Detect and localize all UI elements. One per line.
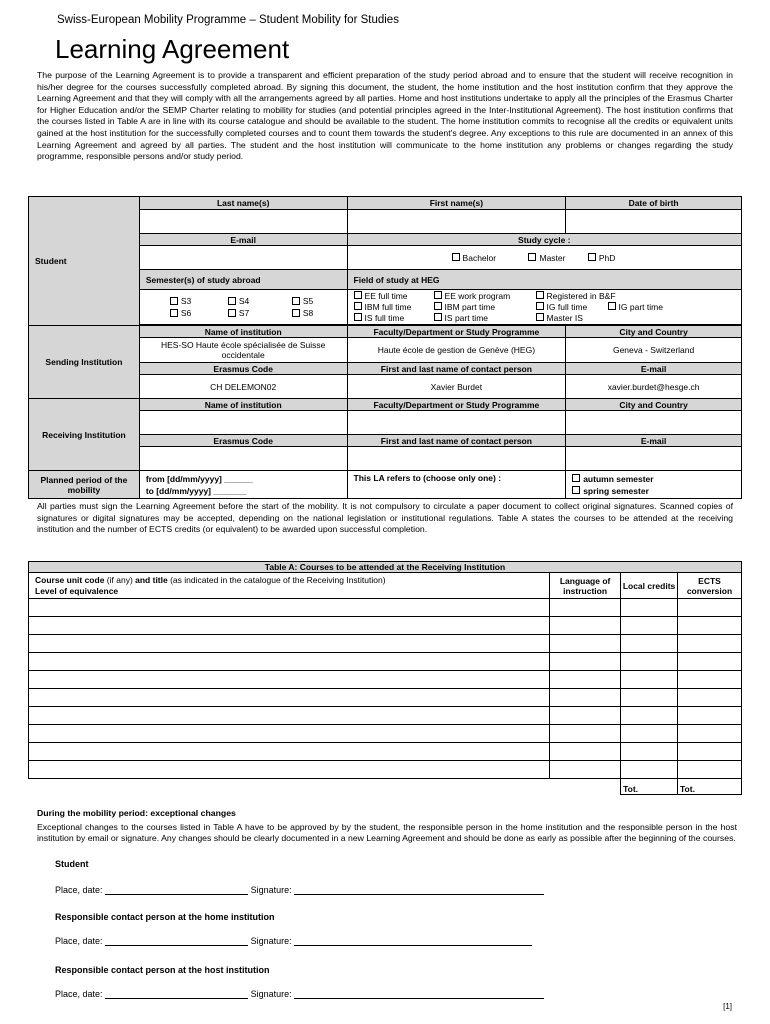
s5-checkbox[interactable] xyxy=(292,297,300,305)
autumn-checkbox[interactable] xyxy=(572,474,580,482)
sending-city-header: City and Country xyxy=(566,326,742,338)
phd-checkbox[interactable] xyxy=(588,253,596,261)
spring-checkbox[interactable] xyxy=(572,486,580,494)
master-is-checkbox[interactable] xyxy=(536,313,544,321)
page-number: [1] xyxy=(723,1002,732,1011)
receiving-faculty-header: Faculty/Department or Study Programme xyxy=(347,399,566,411)
sending-faculty: Haute école de gestion de Genève (HEG) xyxy=(347,338,566,363)
receiving-contact-header: First and last name of contact person xyxy=(347,435,566,447)
sending-email: xavier.burdet@hesge.ch xyxy=(566,375,742,399)
semester-header: Semester(s) of study abroad xyxy=(139,270,347,290)
ig-full-checkbox[interactable] xyxy=(536,302,544,310)
sending-label: Sending Institution xyxy=(29,326,140,399)
first-name-header: First name(s) xyxy=(347,197,566,210)
table-row[interactable] xyxy=(29,617,550,635)
credits-total: Tot. xyxy=(621,779,678,795)
receiving-erasmus-field[interactable] xyxy=(139,447,347,471)
ig-part-checkbox[interactable] xyxy=(608,302,616,310)
table-row[interactable] xyxy=(29,671,550,689)
table-row[interactable] xyxy=(29,725,550,743)
dob-header: Date of birth xyxy=(566,197,742,210)
field-options: EE full time EE work program Registered in B&F IBM full time IBM part time IG full time IG part time IS full time IS part time Master IS xyxy=(347,290,741,325)
ee-work-checkbox[interactable] xyxy=(434,291,442,299)
ibm-part-checkbox[interactable] xyxy=(434,302,442,310)
info-table xyxy=(28,196,742,499)
email-header: E-mail xyxy=(139,234,347,246)
study-cycle-header: Study cycle : xyxy=(347,234,741,246)
period-refers: This LA refers to (choose only one) : xyxy=(347,471,566,499)
sending-name-header: Name of institution xyxy=(139,326,347,338)
student-sig-label: Student xyxy=(55,859,89,869)
email-field[interactable] xyxy=(139,246,347,270)
sending-contact: Xavier Burdet xyxy=(347,375,566,399)
receiving-name-field[interactable] xyxy=(139,411,347,435)
s4-checkbox[interactable] xyxy=(228,297,236,305)
intro-paragraph: The purpose of the Learning Agreement is to provide a transparent and efficient preparation of the study period abroad and to ensure that the student will receive recognition in his/her degree for the courses successfully completed abroad. By signing this document, the student, the home institution and the host institution confirm that they approve the Learning Agreement and that they will comply with all the arrangements agreed by all parties. Home and host institutions undertake to apply all the principles of the Erasmus Charter for Higher Education and/or the SEMP Charter relating to mobility for studies (and potential principles agreed in the Inter-Institutional Agreement). The host institution confirms that the courses listed in Table A are in line with its course catalogue and should be available to the student. The home institution commits to recognise all the credits or equivalent units gained at the host institution for the successfully completed courses and to count them towards the student's degree. Any exceptions to this rule are documented in an annex of this Learning Agreement and agreed by all parties. The student and the host institution will communicate to the home institution any problems or changes regarding the study programme, responsible persons and/or study period. xyxy=(37,70,733,162)
s7-checkbox[interactable] xyxy=(228,309,236,317)
home-sig-label: Responsible contact person at the home institution xyxy=(55,912,275,922)
bf-checkbox[interactable] xyxy=(536,291,544,299)
changes-section xyxy=(37,808,737,845)
receiving-email-header: E-mail xyxy=(566,435,742,447)
sending-erasmus-header: Erasmus Code xyxy=(139,363,347,375)
last-name-field[interactable] xyxy=(139,210,347,234)
receiving-email-field[interactable] xyxy=(566,447,742,471)
sending-email-header: E-mail xyxy=(566,363,742,375)
sending-name: HES-SO Haute école spécialisée de Suisse occidentale xyxy=(139,338,347,363)
table-a xyxy=(28,561,742,795)
receiving-label: Receiving Institution xyxy=(29,399,140,471)
dob-field[interactable] xyxy=(566,210,742,234)
last-name-header: Last name(s) xyxy=(139,197,347,210)
receiving-name-header: Name of institution xyxy=(139,399,347,411)
s8-checkbox[interactable] xyxy=(292,309,300,317)
period-label: Planned period of the mobility xyxy=(29,471,140,499)
table-row[interactable] xyxy=(29,635,550,653)
receiving-erasmus-header: Erasmus Code xyxy=(139,435,347,447)
receiving-contact-field[interactable] xyxy=(347,447,566,471)
student-sig-row[interactable]: Place, date: Signature: xyxy=(55,885,544,895)
s6-checkbox[interactable] xyxy=(170,309,178,317)
programme-header: Swiss-European Mobility Programme – Student Mobility for Studies xyxy=(57,14,399,26)
course-header: Course unit code (if any) and title (as indicated in the catalogue of the Receiving Institution) Level of equivalence xyxy=(29,573,550,599)
study-cycle-options: Bachelor Master PhD xyxy=(347,246,741,270)
field-header: Field of study at HEG xyxy=(347,270,741,290)
sending-city: Geneva - Switzerland xyxy=(566,338,742,363)
semester-choice: autumn semester spring semester xyxy=(566,471,742,499)
host-sig-label: Responsible contact person at the host institution xyxy=(55,965,270,975)
table-a-title: Table A: Courses to be attended at the Receiving Institution xyxy=(29,562,742,573)
language-header: Language of instruction xyxy=(550,573,621,599)
master-checkbox[interactable] xyxy=(528,253,536,261)
sending-contact-header: First and last name of contact person xyxy=(347,363,566,375)
is-full-checkbox[interactable] xyxy=(354,313,362,321)
table-row[interactable] xyxy=(29,743,550,761)
host-sig-row[interactable]: Place, date: Signature: xyxy=(55,989,544,999)
s3-checkbox[interactable] xyxy=(170,297,178,305)
period-dates[interactable]: from [dd/mm/yyyy] ______ to [dd/mm/yyyy] _______ xyxy=(139,471,347,499)
sending-faculty-header: Faculty/Department or Study Programme xyxy=(347,326,566,338)
first-name-field[interactable] xyxy=(347,210,566,234)
ects-header: ECTS conversion xyxy=(678,573,742,599)
changes-title: During the mobility period: exceptional changes xyxy=(37,808,236,818)
ee-full-checkbox[interactable] xyxy=(354,291,362,299)
ects-total: Tot. xyxy=(678,779,742,795)
is-part-checkbox[interactable] xyxy=(434,313,442,321)
table-row[interactable] xyxy=(29,689,550,707)
home-sig-row[interactable]: Place, date: Signature: xyxy=(55,936,532,946)
signing-paragraph: All parties must sign the Learning Agreement before the start of the mobility. It is not compulsory to circulate a paper document to collect original signatures. Scanned copies of signatures or digital signatures may be accepted, depending on the national legislation or institutional regulations. Table A states the courses to be attended at the receiving institution and the number of ECTS credits (or equivalent) to be awarded upon successful completion. xyxy=(37,501,733,535)
receiving-city-field[interactable] xyxy=(566,411,742,435)
page-title: Learning Agreement xyxy=(55,34,290,64)
bachelor-checkbox[interactable] xyxy=(452,253,460,261)
table-row[interactable] xyxy=(29,707,550,725)
credits-header: Local credits xyxy=(621,573,678,599)
receiving-faculty-field[interactable] xyxy=(347,411,566,435)
student-label: Student xyxy=(29,197,140,326)
semester-options: S3 S4 S5 S6 S7 S8 xyxy=(139,290,347,325)
table-row[interactable] xyxy=(29,653,550,671)
changes-text: Exceptional changes to the courses listed in Table A have to be approved by by the student, the responsible person in the home institution and the responsible person in the host institution by email or signature. Any changes should be clearly documented in a new Learning Agreement and should be done as early as possible after the beginning of the courses. xyxy=(37,821,737,844)
sending-erasmus: CH DELEMON02 xyxy=(139,375,347,399)
ibm-full-checkbox[interactable] xyxy=(354,302,362,310)
table-row[interactable] xyxy=(29,599,550,617)
table-row[interactable] xyxy=(29,761,550,779)
receiving-city-header: City and Country xyxy=(566,399,742,411)
